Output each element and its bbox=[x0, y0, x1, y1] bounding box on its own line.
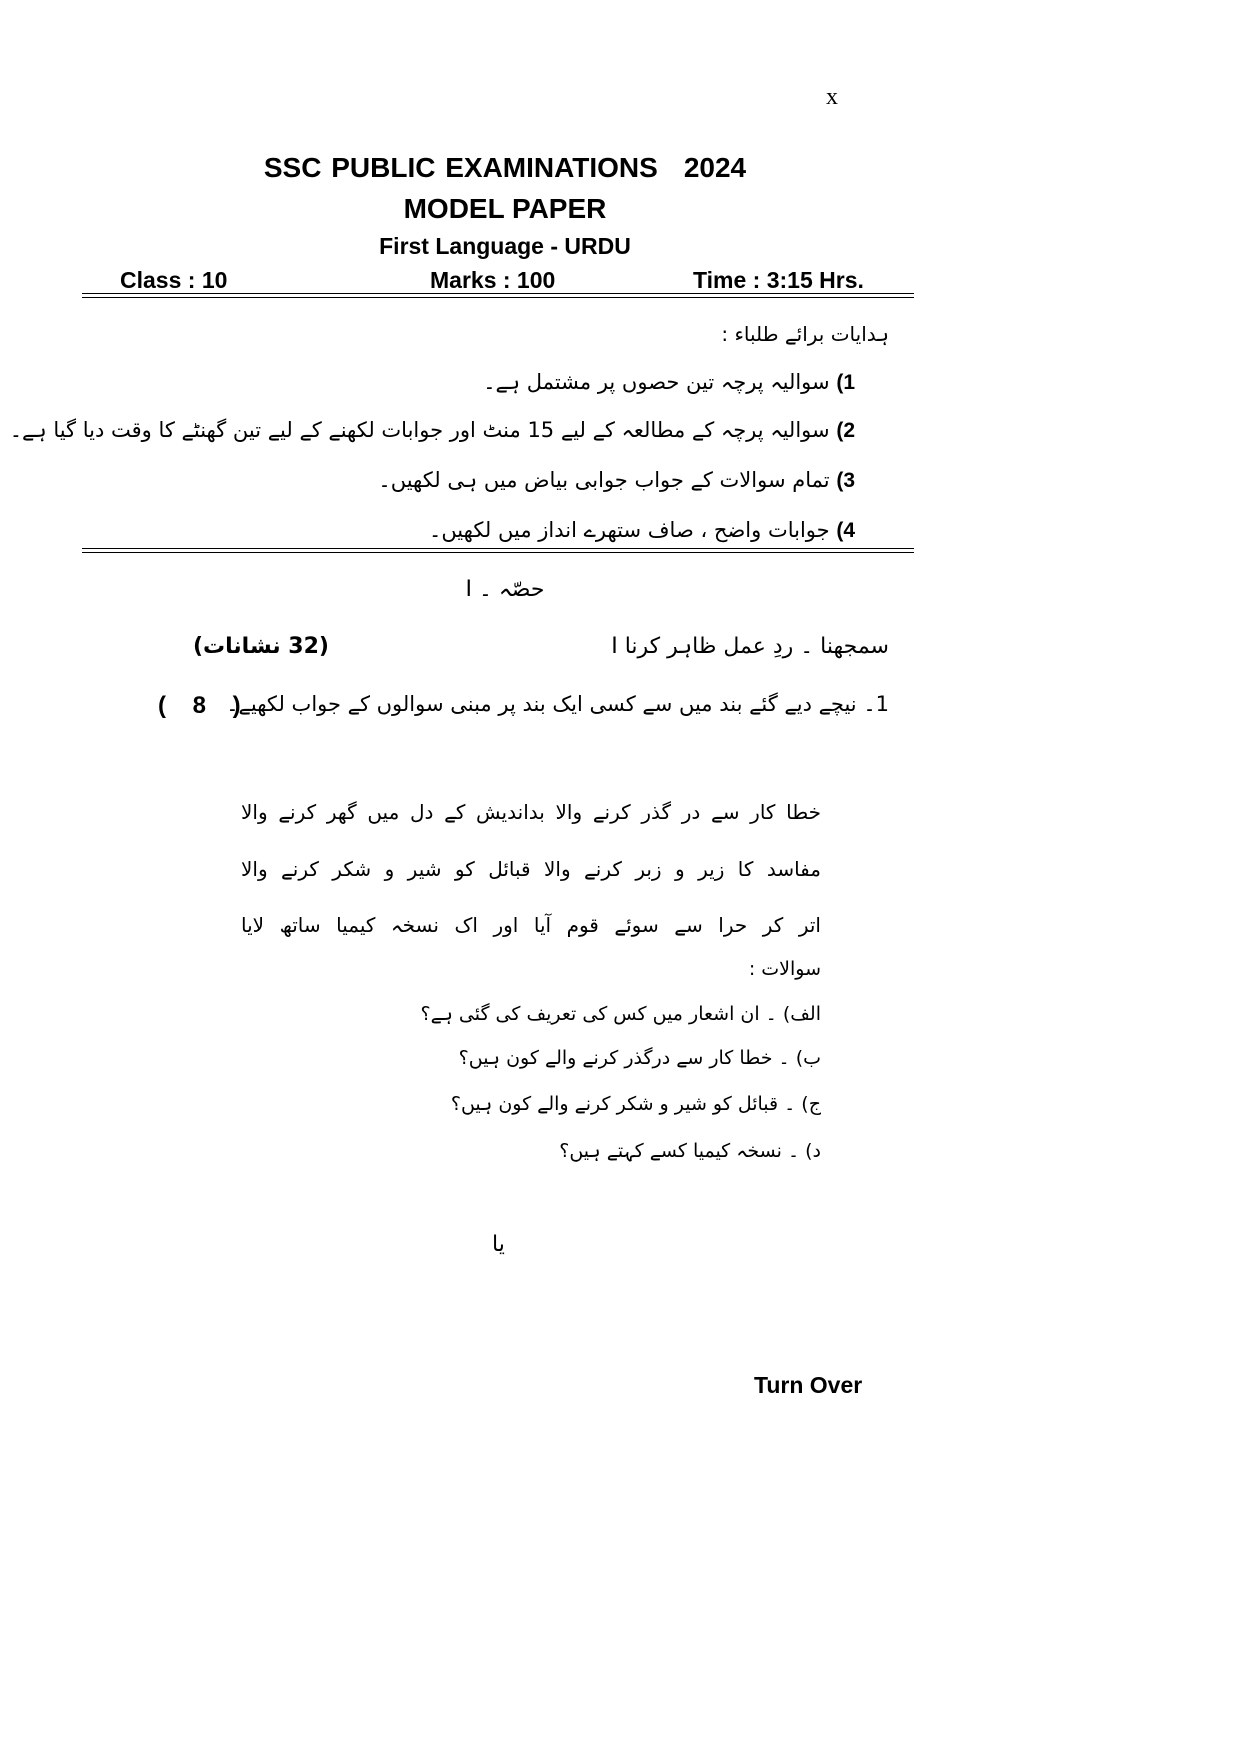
question-group-label: I سمجھنا ۔ ردِ عمل ظاہر کرنا bbox=[611, 634, 889, 659]
marks-label: Marks : 100 bbox=[430, 267, 556, 293]
instruction-item bbox=[429, 518, 855, 543]
instruction-text: جوابات واضح ، صاف ستھرے انداز میں لکھیں۔ bbox=[429, 518, 830, 542]
poem-line: اتر کر حرا سے سوئے قوم آیا اور اک نسخہ کیمیا ساتھ لایا bbox=[241, 913, 821, 937]
instructions-heading: ہدایات برائے طلباء : bbox=[721, 322, 889, 346]
questions-label: سوالات : bbox=[748, 958, 821, 980]
section-title: حصّہ ۔ I bbox=[465, 577, 545, 602]
instruction-item bbox=[10, 418, 855, 443]
question-1-text: 1۔ نیچے دیے گئے بند میں سے کسی ایک بند پر مبنی سوالوں کے جواب لکھیے۔ bbox=[226, 692, 889, 716]
turn-over-label: Turn Over bbox=[754, 1372, 863, 1398]
instruction-number: 1) bbox=[836, 371, 855, 394]
sub-question: ج) ۔ قبائل کو شیر و شکر کرنے والے کون ہیں؟ bbox=[450, 1093, 821, 1115]
subject-title: First Language - URDU bbox=[379, 233, 631, 259]
header-rule-bottom bbox=[82, 297, 914, 298]
exam-year: 2024 bbox=[683, 152, 747, 183]
instruction-number: 4) bbox=[836, 519, 855, 542]
sub-question: د) ۔ نسخہ کیمیا کسے کہتے ہیں؟ bbox=[559, 1140, 821, 1162]
instruction-item bbox=[483, 370, 855, 395]
header-rule-top bbox=[82, 293, 914, 294]
class-label: Class : 10 bbox=[120, 267, 228, 293]
time-label: Time : 3:15 Hrs. bbox=[693, 267, 864, 293]
poem-line: مفاسد کا زیر و زبر کرنے والا قبائل کو شیر و شکر کرنے والا bbox=[241, 857, 821, 881]
sub-question: الف) ۔ ان اشعار میں کس کی تعریف کی گئی ہے؟ bbox=[420, 1003, 821, 1025]
or-label: یا bbox=[492, 1232, 505, 1257]
instruction-text: تمام سوالات کے جواب جوابی بیاض میں ہی لکھیں۔ bbox=[378, 468, 830, 492]
question-group-marks: (32 نشانات) bbox=[193, 634, 329, 659]
exam-title bbox=[0, 152, 1010, 184]
instruction-text: سوالیہ پرچہ کے مطالعہ کے لیے 15 منٹ اور جوابات لکھنے کے لیے تین گھنٹے کا وقت دیا گیا ہے۔ bbox=[9, 418, 830, 442]
instruction-item bbox=[378, 468, 855, 493]
instruction-text: سوالیہ پرچہ تین حصوں پر مشتمل ہے۔ bbox=[483, 370, 830, 394]
instruction-number: 2) bbox=[836, 419, 855, 442]
instructions-rule-bottom bbox=[82, 552, 914, 553]
paper-title: MODEL PAPER bbox=[403, 193, 607, 224]
poem-line: خطا کار سے در گذر کرنے والا بداندیش کے دل میں گھر کرنے والا bbox=[241, 800, 821, 824]
sub-question: ب) ۔ خطا کار سے درگذر کرنے والے کون ہیں؟ bbox=[458, 1047, 821, 1069]
exam-name: SSC PUBLIC EXAMINATIONS bbox=[263, 152, 658, 183]
question-1-marks: ( 8 ) bbox=[158, 692, 241, 719]
corner-mark: x bbox=[826, 84, 838, 110]
instruction-number: 3) bbox=[836, 469, 855, 492]
instructions-rule-top bbox=[82, 548, 914, 549]
